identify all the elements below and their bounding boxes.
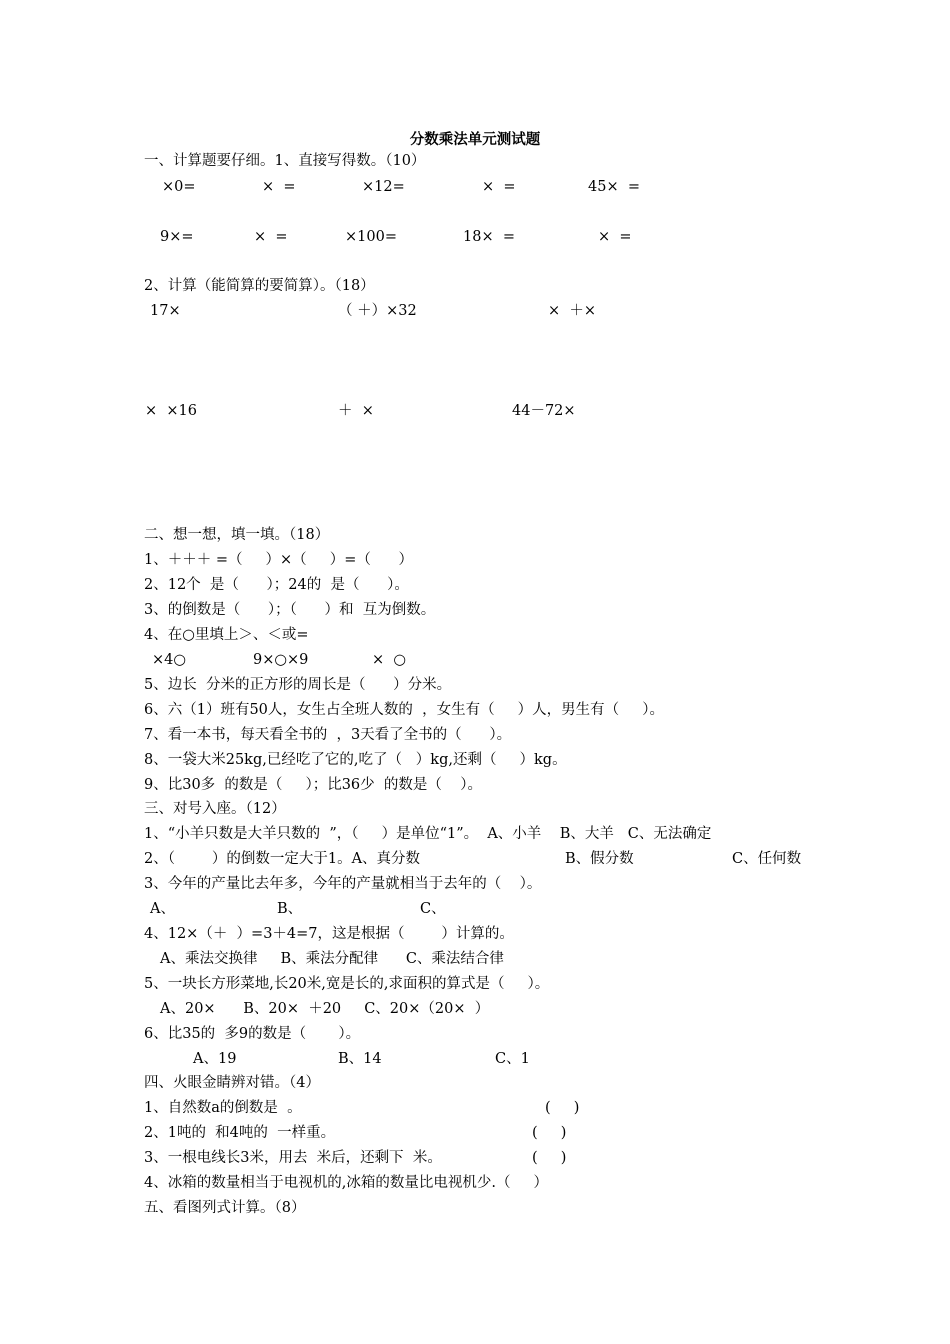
section5-heading: 五、看图列式计算。（8） [144,1200,306,1216]
compare-item: ×4○ [152,652,187,668]
fill-question: 3、的倒数是（ ）；（ ）和 互为倒数。 [144,602,436,618]
calc-item: × = [262,179,296,195]
choice-options: A、20× B、20× ＋20 C、20×（20× ） [160,1001,490,1017]
fill-question: 1、＋＋＋ =（ ）×（ ）=（ ） [144,552,414,568]
fill-question: 2、12个 是（ ）；24的 是（ ）。 [144,577,409,593]
choice-question: 2、（ ）的倒数一定大于1。A、真分数 [144,851,421,867]
choice-option: A、 [150,901,175,917]
calc-item: ＋ × [338,403,374,419]
choice-options: A、乘法交换律 B、乘法分配律 C、乘法结合律 [160,951,504,967]
section1-heading: 一、计算题要仔细。1、直接写得数。（10） [144,153,426,169]
judge-question: 1、自然数a的倒数是 。 [144,1100,302,1116]
fill-question: 6、六（1）班有50人，女生占全班人数的 ，女生有（ ）人，男生有（ ）。 [144,702,664,718]
calc-item: × = [254,229,288,245]
fill-question: 4、在○里填上＞、＜或= [144,627,309,643]
calc-item: × = [598,229,632,245]
calc-item: 17× [150,303,181,319]
section2-heading: 二、想一想，填一填。（18） [144,527,330,543]
fill-question: 5、边长 分米的正方形的周长是（ ）分米。 [144,677,452,693]
calc-item: （ ＋）×32 [338,303,417,319]
calc-item: 45× = [588,179,640,195]
choice-question: 3、今年的产量比去年多，今年的产量就相当于去年的（ ）。 [144,876,542,892]
fill-question: 7、看一本书，每天看全书的 ，3天看了全书的（ ）。 [144,727,512,743]
calc-item: × ＋× [548,303,597,319]
question-2-heading: 2、计算（能简算的要简算）。（18） [144,278,375,294]
judge-blank: ( ) [532,1150,567,1166]
calc-item: 18× = [463,229,515,245]
page-title: 分数乘法单元测试题 [409,132,541,148]
compare-item: × ○ [372,652,407,668]
choice-option: C、任何数 [732,851,802,867]
section4-heading: 四、火眼金睛辨对错。（4） [144,1075,320,1091]
judge-question: 2、1吨的 和4吨的 一样重。 [144,1125,336,1141]
calc-item: ×0= [162,179,196,195]
fill-question: 9、比30多 的数是（ ）；比36少 的数是（ ）。 [144,777,483,793]
choice-option: C、 [420,901,446,917]
choice-option: A、19 [193,1051,237,1067]
compare-item: 9×○×9 [253,652,309,668]
calc-item: ×100= [345,229,397,245]
calc-item: 44－72× [512,403,576,419]
choice-question: 4、12×（＋ ）=3＋4=7，这是根据（ ）计算的。 [144,926,514,942]
choice-option: C、1 [495,1051,530,1067]
judge-blank: ( ) [532,1125,567,1141]
choice-option: B、 [277,901,303,917]
choice-question: 1、“小羊只数是大羊只数的 ”，（ ）是单位“1”。 A、小羊 B、大羊 C、无法确定 [144,826,712,842]
section3-heading: 三、对号入座。（12） [144,801,286,817]
choice-option: B、14 [338,1051,382,1067]
choice-question: 6、比35的 多9的数是（ ）。 [144,1026,361,1042]
judge-blank: ( ) [545,1100,580,1116]
calc-item: 9×= [160,229,194,245]
choice-question: 5、一块长方形菜地,长20米,宽是长的,求面积的算式是（ ）。 [144,976,550,992]
judge-question: 4、冰箱的数量相当于电视机的,冰箱的数量比电视机少.（ ） [144,1175,548,1191]
calc-item: × = [482,179,516,195]
judge-question: 3、一根电线长3米，用去 米后，还剩下 米。 [144,1150,442,1166]
calc-item: ×12= [362,179,405,195]
choice-option: B、假分数 [565,851,634,867]
fill-question: 8、一袋大米25kg,已经吃了它的,吃了（ ）kg,还剩（ ）kg。 [144,752,567,768]
calc-item: × ×16 [145,403,197,419]
